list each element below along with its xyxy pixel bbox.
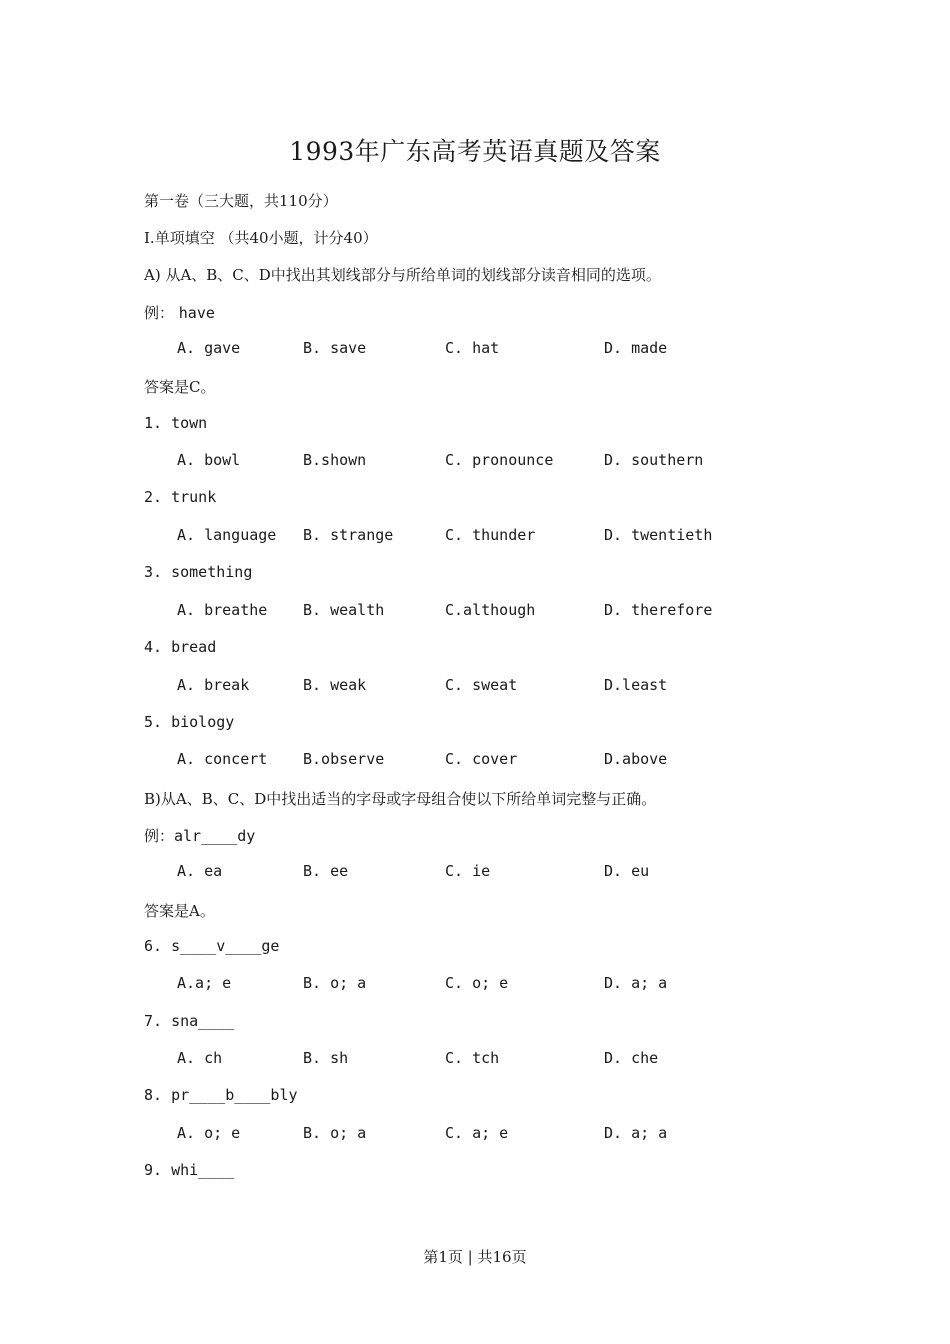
option-c: C. thunder <box>445 526 536 544</box>
option-a: A.a; e <box>177 974 232 992</box>
option-c: C. hat <box>445 339 500 357</box>
section-b-instruction: B)从A、B、C、D中找出适当的字母或字母组合使以下所给单词完整与正确。 <box>144 790 657 808</box>
section-a-instruction: A) 从A、B、C、D中找出其划线部分与所给单词的划线部分读音相同的选项。 <box>144 266 661 284</box>
example-label: 例： <box>144 304 179 322</box>
option-a: A. ea <box>177 862 223 880</box>
option-d: D. a; a <box>604 974 668 992</box>
option-d: D. therefore <box>604 601 713 619</box>
example-b-prompt: 例：alr____dy <box>144 827 256 845</box>
question-5: 5. biology <box>144 713 235 731</box>
question-8: 8. pr____b____bly <box>144 1086 298 1104</box>
option-d: D.above <box>604 750 668 768</box>
page-footer: 第1页 | 共16页 <box>423 1248 527 1266</box>
paper-header: 第一卷（三大题，共110分） <box>144 192 338 210</box>
option-c: C.although <box>445 601 536 619</box>
option-c: C. a; e <box>445 1124 509 1142</box>
option-c: C. sweat <box>445 676 518 694</box>
option-b: B. o; a <box>303 1124 367 1142</box>
option-a: A. gave <box>177 339 241 357</box>
option-d: D. eu <box>604 862 650 880</box>
example-a-prompt <box>144 302 215 323</box>
option-a: A. break <box>177 676 250 694</box>
option-a: A. breathe <box>177 601 268 619</box>
question-1: 1. town <box>144 414 208 432</box>
option-b: B. ee <box>303 862 349 880</box>
page-title: 1993年广东高考英语真题及答案 <box>289 137 661 166</box>
option-c: C. o; e <box>445 974 509 992</box>
option-c: C. ie <box>445 862 491 880</box>
option-d: D. southern <box>604 451 704 469</box>
option-b: B. o; a <box>303 974 367 992</box>
option-b: B. wealth <box>303 601 385 619</box>
option-a: A. ch <box>177 1049 223 1067</box>
question-2: 2. trunk <box>144 488 217 506</box>
option-d: D. made <box>604 339 668 357</box>
option-c: C. pronounce <box>445 451 554 469</box>
option-d: D. che <box>604 1049 659 1067</box>
option-b: B.shown <box>303 451 367 469</box>
option-b: B. strange <box>303 526 394 544</box>
question-6: 6. s____v____ge <box>144 937 280 955</box>
example-b-answer: 答案是A。 <box>144 902 215 920</box>
option-b: B. sh <box>303 1049 349 1067</box>
example-word: have <box>178 304 215 322</box>
option-a: A. concert <box>177 750 268 768</box>
option-d: D. a; a <box>604 1124 668 1142</box>
section-heading: Ⅰ.单项填空 （共40小题，计分40） <box>144 229 378 247</box>
question-9: 9. whi____ <box>144 1161 235 1179</box>
option-b: B. save <box>303 339 367 357</box>
option-c: C. cover <box>445 750 518 768</box>
option-c: C. tch <box>445 1049 500 1067</box>
option-b: B. weak <box>303 676 367 694</box>
option-a: A. bowl <box>177 451 241 469</box>
question-7: 7. sna____ <box>144 1012 235 1030</box>
option-a: A. language <box>177 526 277 544</box>
option-d: D.least <box>604 676 668 694</box>
option-b: B.observe <box>303 750 385 768</box>
option-a: A. o; e <box>177 1124 241 1142</box>
question-4: 4. bread <box>144 638 217 656</box>
option-d: D. twentieth <box>604 526 713 544</box>
example-a-answer: 答案是C。 <box>144 378 216 396</box>
question-3: 3. something <box>144 563 253 581</box>
